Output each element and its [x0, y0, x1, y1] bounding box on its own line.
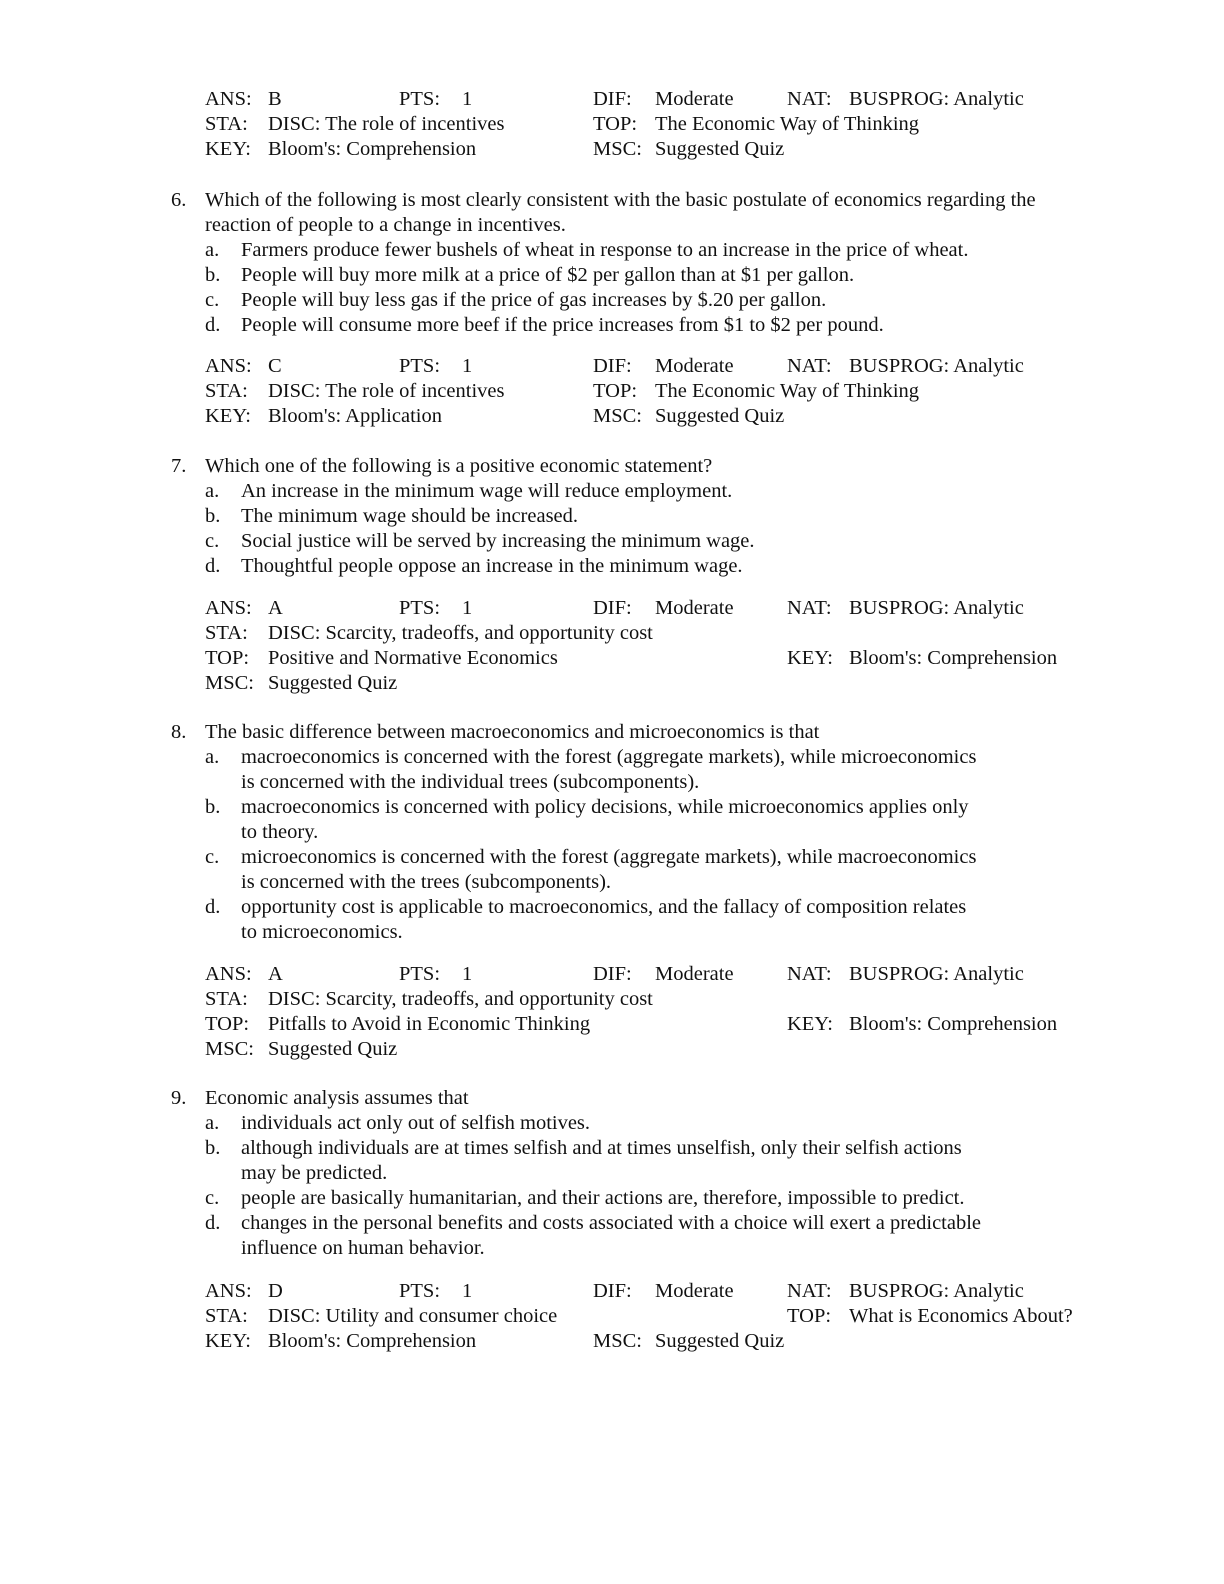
nat-label: NAT:	[787, 88, 832, 110]
dif-label: DIF:	[593, 355, 632, 377]
option-letter: b.	[205, 796, 221, 818]
option-letter: a.	[205, 239, 220, 261]
option-letter: a.	[205, 746, 220, 768]
msc-value: Suggested Quiz	[268, 1038, 398, 1060]
top-label: TOP:	[205, 647, 250, 669]
sta-label: STA:	[205, 988, 248, 1010]
option-text: An increase in the minimum wage will reduce employment.	[241, 480, 733, 502]
option-letter: a.	[205, 480, 220, 502]
option-text: macroeconomics is concerned with the forest (aggregate markets), while microeconomics	[241, 746, 977, 768]
option-text: to microeconomics.	[241, 921, 403, 943]
key-value: Bloom's: Application	[268, 405, 442, 427]
msc-label: MSC:	[593, 1330, 642, 1352]
option-text: Farmers produce fewer bushels of wheat in response to an increase in the price of wheat.	[241, 239, 969, 261]
option-letter: c.	[205, 846, 220, 868]
option-text: microeconomics is concerned with the forest (aggregate markets), while macroeconomics	[241, 846, 977, 868]
question-stem: The basic difference between macroeconomics and microeconomics is that	[205, 721, 820, 743]
nat-value: BUSPROG: Analytic	[849, 597, 1024, 619]
dif-label: DIF:	[593, 963, 632, 985]
pts-label: PTS:	[399, 88, 441, 110]
nat-label: NAT:	[787, 355, 832, 377]
ans-label: ANS:	[205, 355, 252, 377]
option-text: although individuals are at times selfish and at times unselfish, only their selfish actions	[241, 1137, 962, 1159]
nat-value: BUSPROG: Analytic	[849, 355, 1024, 377]
dif-value: Moderate	[655, 597, 734, 619]
option-text: The minimum wage should be increased.	[241, 505, 579, 527]
sta-label: STA:	[205, 1305, 248, 1327]
sta-value: DISC: Utility and consumer choice	[268, 1305, 558, 1327]
nat-label: NAT:	[787, 963, 832, 985]
pts-label: PTS:	[399, 1280, 441, 1302]
top-label: TOP:	[593, 380, 638, 402]
option-letter: d.	[205, 896, 221, 918]
option-letter: d.	[205, 314, 221, 336]
dif-label: DIF:	[593, 597, 632, 619]
nat-label: NAT:	[787, 597, 832, 619]
option-text: may be predicted.	[241, 1162, 388, 1184]
key-value: Bloom's: Comprehension	[268, 138, 477, 160]
question-stem: Which of the following is most clearly consistent with the basic postulate of economics regarding the	[205, 189, 1036, 211]
option-text: People will buy more milk at a price of $2 per gallon than at $1 per gallon.	[241, 264, 855, 286]
option-text: influence on human behavior.	[241, 1237, 485, 1259]
nat-value: BUSPROG: Analytic	[849, 963, 1024, 985]
key-label: KEY:	[787, 1013, 833, 1035]
pts-value: 1	[462, 355, 473, 377]
ans-label: ANS:	[205, 88, 252, 110]
sta-label: STA:	[205, 113, 248, 135]
msc-value: Suggested Quiz	[268, 672, 398, 694]
option-text: People will buy less gas if the price of gas increases by $.20 per gallon.	[241, 289, 827, 311]
question-stem: reaction of people to a change in incentives.	[205, 214, 566, 236]
option-text: People will consume more beef if the price increases from $1 to $2 per pound.	[241, 314, 884, 336]
option-text: people are basically humanitarian, and their actions are, therefore, impossible to predict.	[241, 1187, 965, 1209]
msc-label: MSC:	[205, 1038, 254, 1060]
top-value: What is Economics About?	[849, 1305, 1073, 1327]
key-value: Bloom's: Comprehension	[849, 1013, 1058, 1035]
nat-value: BUSPROG: Analytic	[849, 88, 1024, 110]
question-number: 7.	[171, 455, 187, 477]
option-letter: c.	[205, 530, 220, 552]
key-label: KEY:	[205, 138, 251, 160]
top-value: The Economic Way of Thinking	[655, 380, 920, 402]
question-stem: Economic analysis assumes that	[205, 1087, 469, 1109]
top-value: Pitfalls to Avoid in Economic Thinking	[268, 1013, 591, 1035]
msc-value: Suggested Quiz	[655, 405, 785, 427]
pts-label: PTS:	[399, 963, 441, 985]
dif-label: DIF:	[593, 1280, 632, 1302]
dif-value: Moderate	[655, 355, 734, 377]
msc-label: MSC:	[593, 405, 642, 427]
ans-value: A	[268, 597, 283, 619]
dif-value: Moderate	[655, 963, 734, 985]
key-value: Bloom's: Comprehension	[849, 647, 1058, 669]
top-value: The Economic Way of Thinking	[655, 113, 920, 135]
pts-value: 1	[462, 963, 473, 985]
top-label: TOP:	[205, 1013, 250, 1035]
ans-label: ANS:	[205, 597, 252, 619]
sta-label: STA:	[205, 622, 248, 644]
msc-label: MSC:	[205, 672, 254, 694]
option-text: Thoughtful people oppose an increase in the minimum wage.	[241, 555, 743, 577]
top-value: Positive and Normative Economics	[268, 647, 558, 669]
ans-value: D	[268, 1280, 283, 1302]
dif-value: Moderate	[655, 88, 734, 110]
dif-value: Moderate	[655, 1280, 734, 1302]
ans-label: ANS:	[205, 1280, 252, 1302]
option-text: changes in the personal benefits and costs associated with a choice will exert a predictable	[241, 1212, 982, 1234]
sta-value: DISC: Scarcity, tradeoffs, and opportunity cost	[268, 988, 653, 1010]
dif-label: DIF:	[593, 88, 632, 110]
msc-label: MSC:	[593, 138, 642, 160]
question-number: 6.	[171, 189, 187, 211]
option-letter: b.	[205, 264, 221, 286]
nat-label: NAT:	[787, 1280, 832, 1302]
top-label: TOP:	[787, 1305, 832, 1327]
ans-value: C	[268, 355, 282, 377]
option-letter: b.	[205, 1137, 221, 1159]
pts-label: PTS:	[399, 597, 441, 619]
ans-value: B	[268, 88, 282, 110]
nat-value: BUSPROG: Analytic	[849, 1280, 1024, 1302]
option-letter: b.	[205, 505, 221, 527]
option-text: macroeconomics is concerned with policy decisions, while microeconomics applies only	[241, 796, 969, 818]
pts-value: 1	[462, 1280, 473, 1302]
sta-value: DISC: The role of incentives	[268, 380, 505, 402]
pts-value: 1	[462, 597, 473, 619]
ans-label: ANS:	[205, 963, 252, 985]
option-letter: a.	[205, 1112, 220, 1134]
option-letter: d.	[205, 555, 221, 577]
option-text: opportunity cost is applicable to macroeconomics, and the fallacy of composition relates	[241, 896, 967, 918]
key-label: KEY:	[787, 647, 833, 669]
option-text: is concerned with the trees (subcomponents).	[241, 871, 612, 893]
question-number: 9.	[171, 1087, 187, 1109]
option-letter: c.	[205, 1187, 220, 1209]
key-label: KEY:	[205, 1330, 251, 1352]
question-stem: Which one of the following is a positive economic statement?	[205, 455, 713, 477]
key-label: KEY:	[205, 405, 251, 427]
sta-value: DISC: Scarcity, tradeoffs, and opportunity cost	[268, 622, 653, 644]
ans-value: A	[268, 963, 283, 985]
pts-label: PTS:	[399, 355, 441, 377]
option-letter: c.	[205, 289, 220, 311]
option-text: individuals act only out of selfish motives.	[241, 1112, 591, 1134]
option-letter: d.	[205, 1212, 221, 1234]
option-text: to theory.	[241, 821, 319, 843]
top-label: TOP:	[593, 113, 638, 135]
sta-label: STA:	[205, 380, 248, 402]
key-value: Bloom's: Comprehension	[268, 1330, 477, 1352]
option-text: Social justice will be served by increasing the minimum wage.	[241, 530, 755, 552]
question-number: 8.	[171, 721, 187, 743]
pts-value: 1	[462, 88, 473, 110]
sta-value: DISC: The role of incentives	[268, 113, 505, 135]
option-text: is concerned with the individual trees (subcomponents).	[241, 771, 700, 793]
msc-value: Suggested Quiz	[655, 1330, 785, 1352]
msc-value: Suggested Quiz	[655, 138, 785, 160]
